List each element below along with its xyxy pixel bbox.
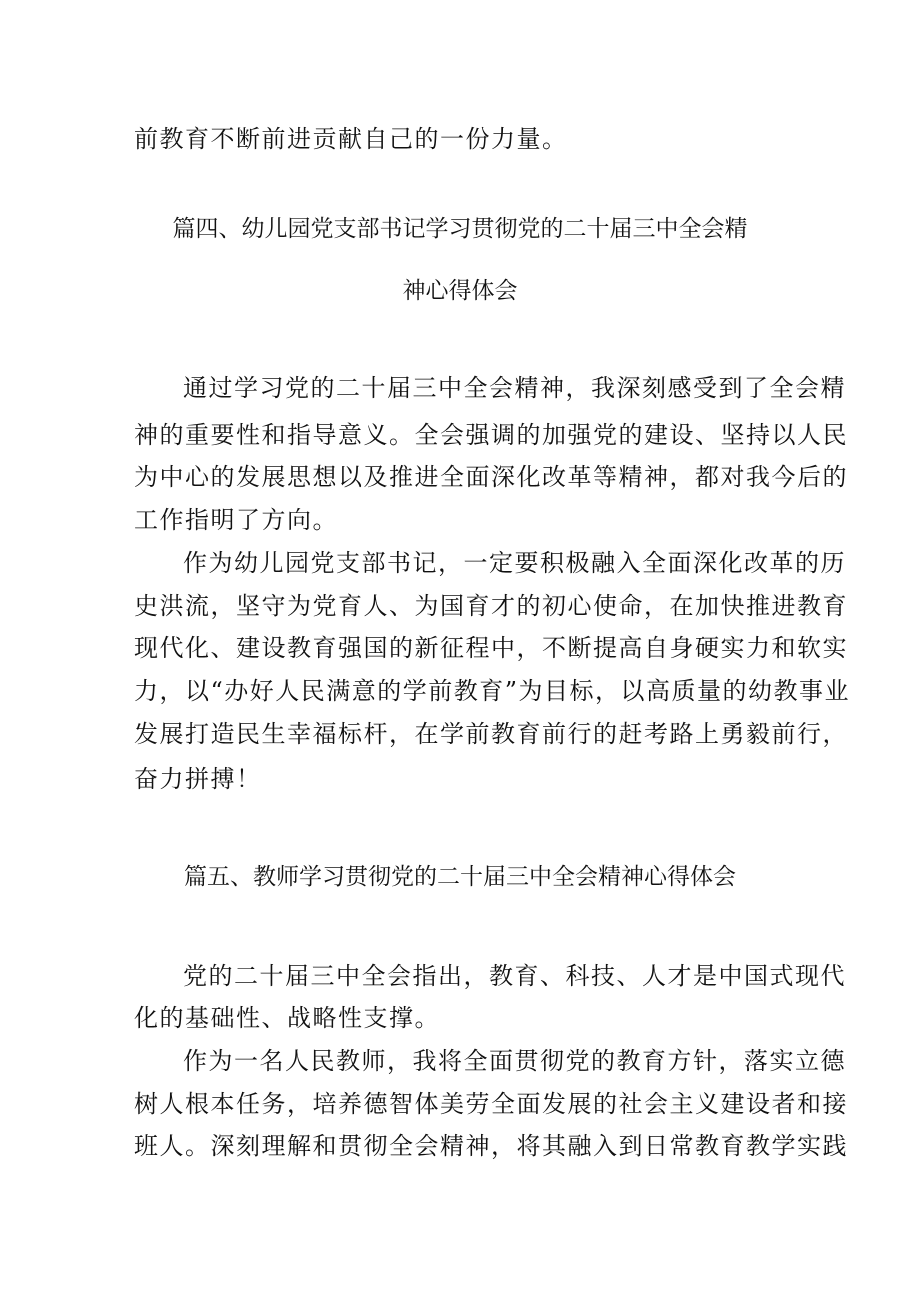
- body-text-line: 神的重要性和指导意义。全会强调的加强党的建设、坚持以人民: [134, 421, 848, 449]
- body-text-line: 现代化、建设教育强国的新征程中，不断提高自身硬实力和软实: [134, 634, 848, 662]
- body-text-line: 作为幼儿园党支部书记，一定要积极融入全面深化改革的历: [183, 549, 846, 577]
- body-text-line: 树人根本任务，培养德智体美劳全面发展的社会主义建设者和接: [134, 1090, 848, 1118]
- body-text-line: 前教育不断前进贡献自己的一份力量。: [134, 125, 568, 153]
- body-text-line: 工作指明了方向。: [134, 506, 338, 534]
- body-text-line: 为中心的发展思想以及推进全面深化改革等精神，都对我今后的: [134, 463, 848, 491]
- section-title-line: 神心得体会: [402, 278, 518, 304]
- body-text-line: 力，以“办好人民满意的学前教育”为目标，以高质量的幼教事业: [134, 677, 851, 705]
- body-text-line: 发展打造民生幸福标杆，在学前教育前行的赶考路上勇毅前行，: [134, 720, 848, 748]
- body-text-line: 作为一名人民教师，我将全面贯彻党的教育方针，落实立德: [183, 1047, 846, 1075]
- body-text-line: 班人。深刻理解和贯彻全会精神，将其融入到日常教育教学实践: [134, 1132, 848, 1160]
- body-text-line: 通过学习党的二十届三中全会精神，我深刻感受到了全会精: [183, 374, 846, 402]
- body-text-line: 奋力拼搏！: [134, 765, 262, 793]
- body-text-line: 化的基础性、战略性支撑。: [134, 1004, 440, 1032]
- body-text-line: 党的二十届三中全会指出，教育、科技、人才是中国式现代: [183, 962, 846, 990]
- section-title-line: 篇四、幼儿园党支部书记学习贯彻党的二十届三中全会精: [172, 216, 748, 242]
- section-title-line: 篇五、教师学习贯彻党的二十届三中全会精神心得体会: [184, 864, 736, 890]
- body-text-line: 史洪流，坚守为党育人、为国育才的初心使命，在加快推进教育: [134, 592, 848, 620]
